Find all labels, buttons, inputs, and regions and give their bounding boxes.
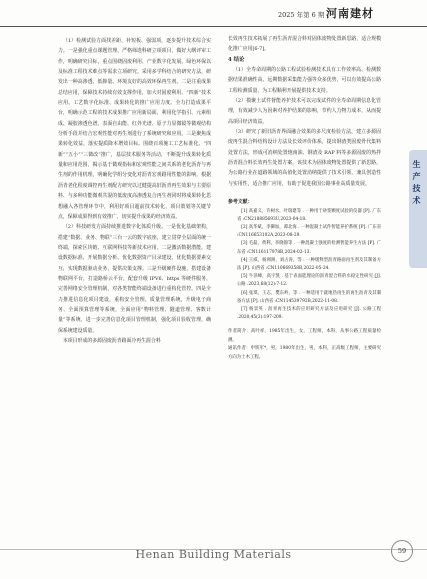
- conclusion-paragraph-2: （2）摸聚土试件督能养护技术可以完成试件的全寿命周期信息化管理，有效减少人为因素对养护结果的影响，节约人力物力成本，从而提高项目经济效益。: [228, 98, 381, 125]
- reference-item: [4] 王威，杨洲洲，刘占涛，等 . 一种缓释型沥青路面再生剂及其制备方法 [P]. 山西省 :CN110669358B,2022-05-24.: [237, 257, 381, 271]
- reference-item: [5] 牛泽峰，高宇凯 . 基于表面能理论的沥青混合料的水稳定性研究 [J]. 公路 .2023,68(12):7-12.: [237, 274, 381, 288]
- reference-item: [6] 张琪，王志，樊东岭，等 . 一种适用于就地热再生的再生沥青及其制备方法 [P]. 山西省 :CN114539792B,2022-11-08.: [237, 290, 381, 304]
- section-side-tab: [409, 150, 427, 268]
- reference-item: [1] 高嘉义，许树水，叶瑞建等 . 一种用于砂浆颗度试验的仪器 [P]. 广东省 :CN218885693U,2023-04-18.: [237, 208, 381, 222]
- right-column: [228, 34, 381, 362]
- right-intro-paragraph: 长效再生技术拓展了再生沥青混合料对固体废物处置新思路，适合规模化推广应用[6-7]。: [228, 36, 381, 53]
- reference-item: [2] 高华斌，李御加，谭北海 . 一种混凝土试件智能养护系统 [P]. 广东省 :CN116653102A,2023-08-29.: [237, 224, 381, 239]
- page-number: 59: [391, 540, 413, 562]
- author-info: [228, 328, 381, 362]
- conclusion-heading: 4 结论: [228, 56, 245, 63]
- footer-journal-name: Henan Building Materials: [135, 548, 292, 561]
- corresponding-author: 通讯作者：申铁军*，男，1980年出生，男，本科，正高级工程师，主要研究方向为土木工程。: [228, 346, 381, 360]
- left-paragraph-3: 本项目形成的多源固废沥青路面冷再生混合料: [62, 337, 161, 344]
- section-side-label: 生产技术: [412, 160, 422, 208]
- conclusion-paragraph-1: （1）全寿命周期的公路工程试验检测技术具有工作效率高、检测数据结果准确性高、远期数据采集能力强等众多优势，可以有效提高公路工程检测质量，为工程顺利开展提供技术支持。: [228, 67, 381, 94]
- conclusion-paragraph-3: （3）研究了新旧沥青界面融合效果的多尺度检验方法，建立多源固废再生混合料结构设计方法及长效评价体系，提出钢渣类固废骨代集料处置方法，形成可消纳处置炮南油、钢渣及 RAP 料等多源固废的热拌沥青混合料长效再生处置方案，该技术为固体废物处置提供了新思路，为公路行业在道路领域的高值化处置消纳提供了技术引领，兼具创造性与实用性，适合推广应用，有助于促进我国公路事业高质量发展。: [228, 129, 381, 187]
- left-paragraph-1: （1）检测试验方面找差距、补短板、强弱项，逐步提升技术综合实力。一是强化重点课题管理，严格筛选科研立项项目，做好大纲评审工作，明确研究目标，重点围绕固废利用、产业数字化发展、绿色环保以及标准工程技术难点等需求立项研究。采用多学科结合的研究方法，研发出一种高渗透、低掺量、环境友好的高效环保再生剂。二是注重成果总结应用，保障技术持续有效支撑作用，加大对固废利用、“四新”技术应用、工艺数字化标准、成果转化的推广应用力度。全力打造成果平台，明确示范工程的技术成果推广应用新局面，利用化学指引、元素组成、凝胶渗透色谱、表面自由能、红外光谱、原子力显微镜等微观结构分析手段并结合宏观性能对再生剂进行了系统研究和应用。三是聚焦成果转化效益，落实提质降本增效目标。围绕百项施工工艺标准化、“四新”“五小”“三微改”推广，基层技术服务等活动，不断提升成果转化质量和应用范围，揭示基于微观指标和宏观性能之间关系的老化沥青与再生剂的作用机理，明确化学组分变化对沥青宏观路用性能的影响，根据沥青老化程度调控再生剂配方研究以过健提高旧沥青再生效果与主要原料、与多种功能微观共混的低废度高渗透复合再生剂同时将成果转化思想融入各管理环节中，利用好项目超前技术转化，项目策划等关键节点，保障成果得到有效推广，切实提升成果的经济效益。: [58, 38, 211, 220]
- references-heading: 参考文献：: [228, 199, 253, 206]
- left-paragraph-2: （2）科技研发方面持续推进数字化体质升级。一是优化基础架构，搭建“数据、业务、物联”三台一云的数字底座，建立贯穿全层面的统一终端，探索区块链、互联网科技等新技术应用。二是激活数据潜能，建设数据标准、开展数据分析、优化数据资产目录建设，优化数据要素交互，实现数据驱动业务，提供决策支撑。三是升级硬件设施，搭建设备物联网平台，打造路桥云平台，配套升级 IPV6、https 等硬件服务，完善网络安全管理机制，对各类智能终端设备进行重构化管控。四是全力推进信息化项目建设，重构安全管理、质量管理系统，升级电子商务、全面预算管理等系统，全面应用“物料管理、隧道管理、客数计量”等系统，进一步完善信息化项目管理机制，强化项目验收管理，确保系统建设质量。: [58, 224, 211, 334]
- reference-item: [7] 杨景英 . 沥青再生技术的应用研究方法及应用研究 [J]. 公路工程 .2020,45(3):197-209.: [237, 306, 381, 321]
- journal-title: 河南建材: [326, 7, 374, 20]
- reference-list: [228, 208, 381, 323]
- reference-item: [3] 毛磊，黄利，李晓锦等 . 一种混凝土强度的检测智能养生方法 [P]. 广东省 :CN116117978B,2024-02-13.: [237, 241, 381, 255]
- page-header: [0, 0, 427, 27]
- left-column: [58, 36, 211, 346]
- author-bio: 作者简介：高叶祥，1985年出生，女，工程师，本科，从事公路工程质量检测。: [228, 329, 381, 343]
- issue-label: 2025 年第 6 期: [278, 11, 325, 19]
